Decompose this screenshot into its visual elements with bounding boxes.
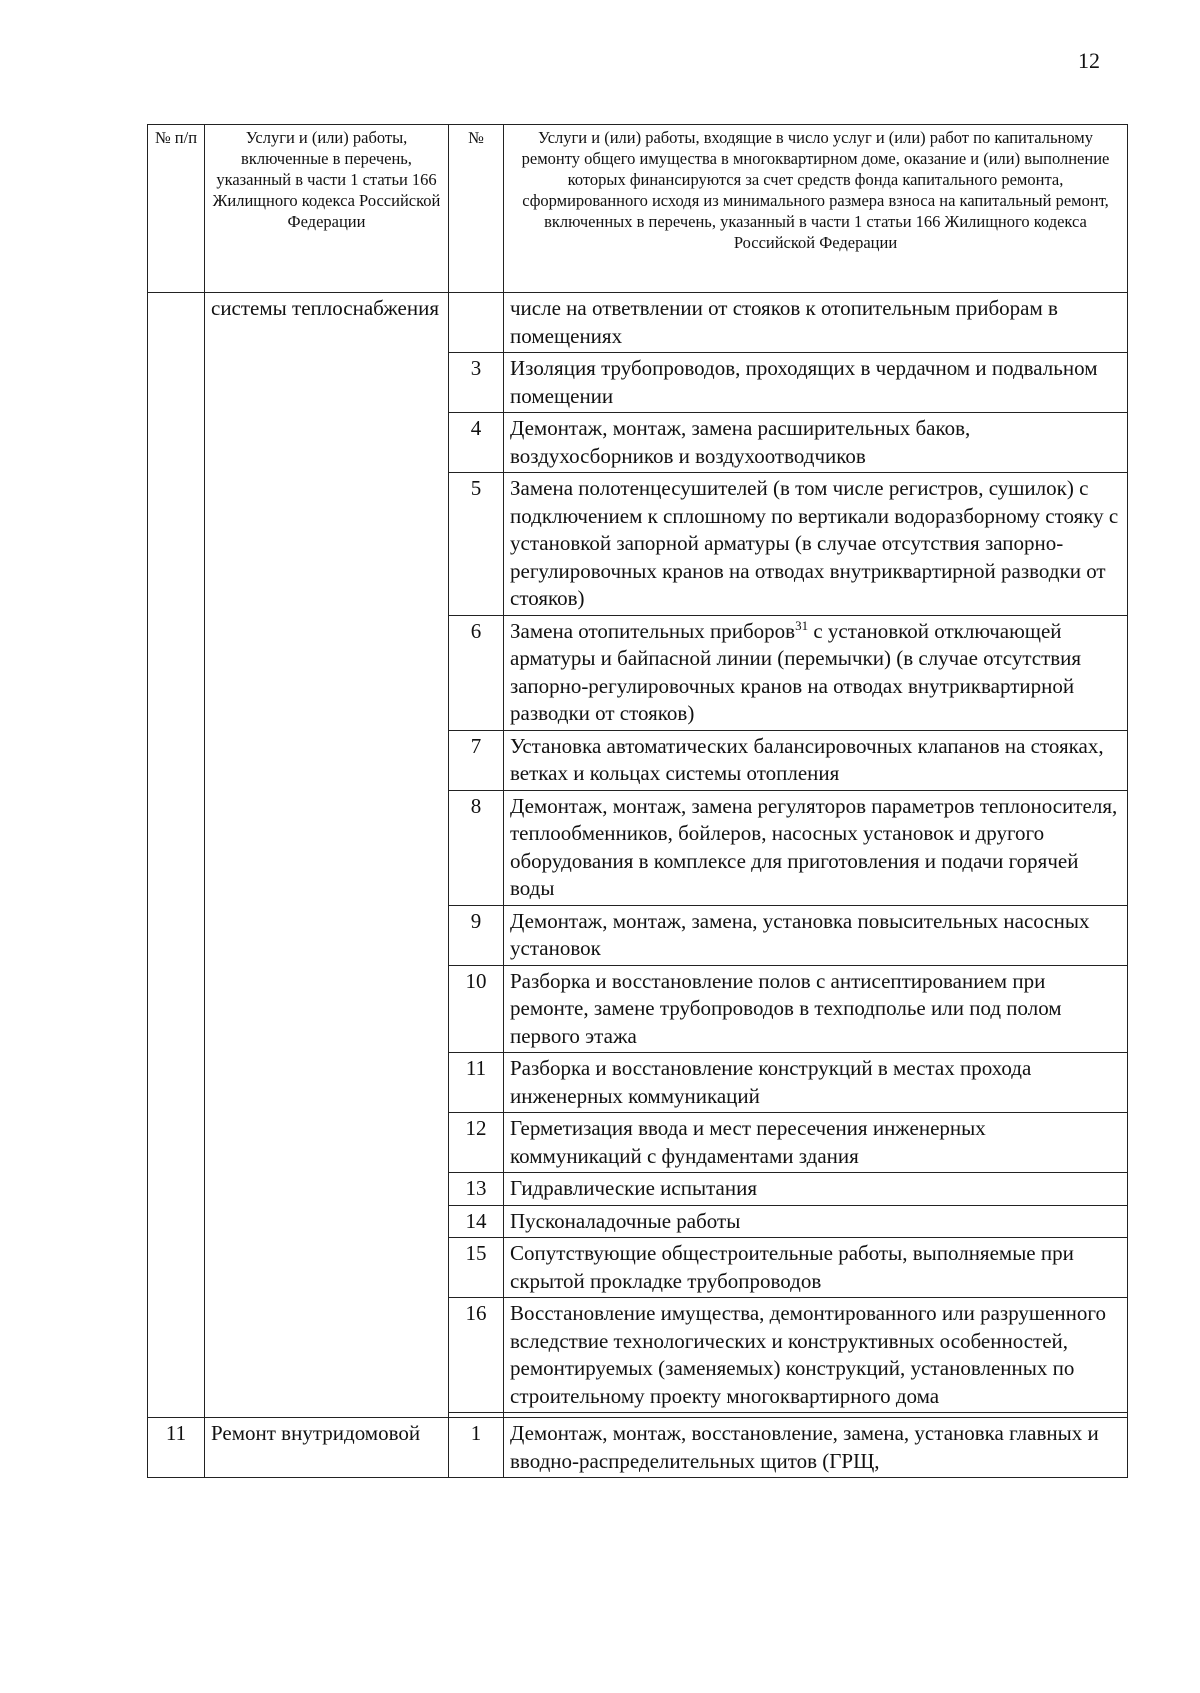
page-number: 12 [1078, 48, 1100, 73]
work-text-cell: Демонтаж, монтаж, замена, установка повысительных насосных установок [504, 905, 1128, 965]
work-text-cell: Демонтаж, монтаж, замена расширительных баков, воздухосборников и воздухоотводчиков [504, 413, 1128, 473]
work-text-cell [504, 615, 1128, 730]
work-number-cell: 14 [449, 1205, 504, 1238]
work-number-cell: 9 [449, 905, 504, 965]
work-number-cell: 1 [449, 1418, 504, 1478]
service-cell: Ремонт внутридомовой [205, 1418, 449, 1478]
work-text-cell: Восстановление имущества, демонтированного или разрушенного вследствие технологических и конструктивных особенностей, ремонтируемых (заменяемых) конструкций, установленных по строительному проекту многоквартирного дома [504, 1298, 1128, 1413]
work-number-cell: 8 [449, 790, 504, 905]
work-text-cell: Разборка и восстановление конструкций в местах прохода инженерных коммуникаций [504, 1053, 1128, 1113]
work-text-cell: Замена полотенцесушителей (в том числе регистров, сушилок) с подключением к сплошному по вертикали водоразборному стояку с установкой запорной арматуры (в случае отсутствия запорно-регулировочных кранов на отводах внутриквартирной разводки от стояков) [504, 473, 1128, 616]
work-text-cell: Демонтаж, монтаж, замена регуляторов параметров теплоносителя, теплообменников, бойлеров, насосных установок и другого оборудования в комплексе для приготовления и подачи горячей воды [504, 790, 1128, 905]
work-number-cell: 3 [449, 353, 504, 413]
work-text-part: Замена отопительных приборов [510, 618, 796, 643]
header-services: Услуги и (или) работы, включенные в перечень, указанный в части 1 статьи 166 Жилищного кодекса Российской Федерации [205, 125, 449, 293]
work-number-cell: 4 [449, 413, 504, 473]
item-number-cell: 11 [148, 1418, 205, 1478]
work-text-cell: Герметизация ввода и мест пересечения инженерных коммуникаций с фундаментами здания [504, 1113, 1128, 1173]
work-number-cell: 5 [449, 473, 504, 616]
work-number-cell: 6 [449, 615, 504, 730]
work-number-cell: 15 [449, 1238, 504, 1298]
work-text-cell: Демонтаж, монтаж, восстановление, замена, установка главных и вводно-распределительных щитов (ГРЩ, [504, 1418, 1128, 1478]
work-number-cell: 10 [449, 965, 504, 1053]
work-text-cell: числе на ответвлении от стояков к отопительным приборам в помещениях [504, 293, 1128, 353]
item-number-cell [148, 293, 205, 1418]
work-text-part: с установкой отключающей арматуры и байпасной линии (перемычки) (в случае отсутствия запорно-регулировочных кранов на отводах внутриквартирной разводки от стояков) [510, 618, 1082, 725]
table-header-row [148, 125, 1128, 293]
table-row [148, 293, 1128, 353]
work-text-cell: Изоляция трубопроводов, проходящих в чердачном и подвальном помещении [504, 353, 1128, 413]
table-row [148, 1418, 1128, 1478]
work-text-cell: Разборка и восстановление полов с антисептированием при ремонте, замене трубопроводов в техподполье или под полом первого этажа [504, 965, 1128, 1053]
work-text-cell: Пусконаладочные работы [504, 1205, 1128, 1238]
footnote-marker: 31 [795, 617, 809, 633]
work-text-cell: Установка автоматических балансировочных клапанов на стояках, ветках и кольцах системы отопления [504, 730, 1128, 790]
works-table [147, 124, 1128, 1478]
work-number-cell: 7 [449, 730, 504, 790]
work-text-cell: Гидравлические испытания [504, 1173, 1128, 1206]
work-number-cell [449, 293, 504, 353]
work-number-cell: 13 [449, 1173, 504, 1206]
header-work-number: № [449, 125, 504, 293]
work-number-cell: 11 [449, 1053, 504, 1113]
work-number-cell: 12 [449, 1113, 504, 1173]
header-works: Услуги и (или) работы, входящие в число услуг и (или) работ по капитальному ремонту общего имущества в многоквартирном доме, оказание и (или) выполнение которых финансируются за счет средств фонда капитального ремонта, сформированного исходя из минимального размера взноса на капитальный ремонт, включенных в перечень, указанный в части 1 статьи 166 Жилищного кодекса Российской Федерации [504, 125, 1128, 293]
header-item-number: № п/п [148, 125, 205, 293]
service-cell: системы теплоснабжения [205, 293, 449, 1418]
work-number-cell: 16 [449, 1298, 504, 1413]
work-text-cell: Сопутствующие общестроительные работы, выполняемые при скрытой прокладке трубопроводов [504, 1238, 1128, 1298]
